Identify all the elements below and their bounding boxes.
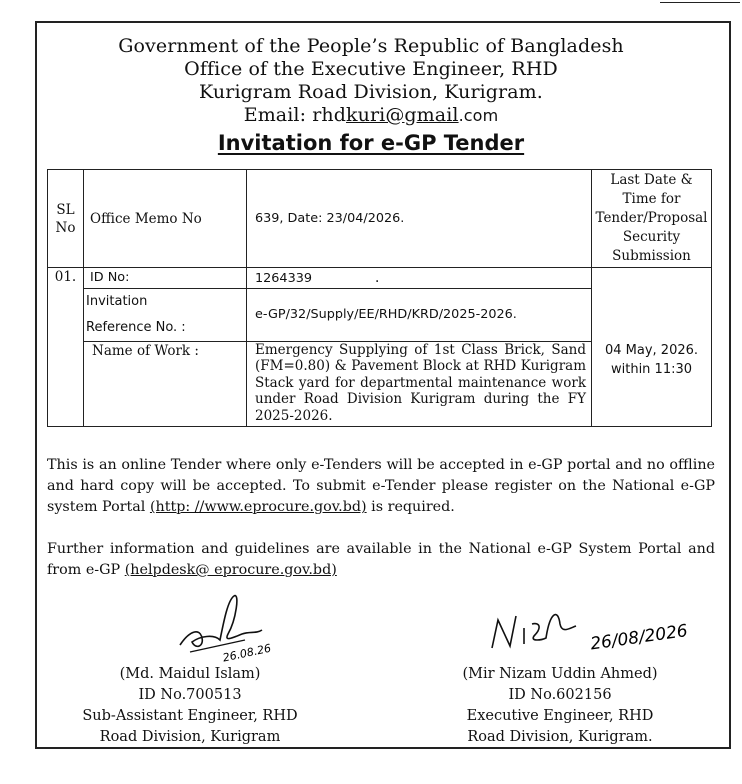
right-signature-date: 26/08/2026	[589, 621, 689, 655]
header-email	[0, 104, 742, 127]
reference-label: Reference No. :	[86, 320, 186, 335]
left-signatory-designation: Sub-Assistant Engineer, RHD	[82, 708, 298, 724]
header-sl: SL No	[48, 170, 84, 268]
header-line-3: Kurigram Road Division, Kurigram.	[199, 81, 543, 103]
invitation-label: Invitation	[86, 294, 148, 309]
paragraph-2-text: Further information and guidelines are available in the National e-GP System Portal and from e-GP	[47, 541, 715, 578]
right-signatory-name: (Mir Nizam Uddin Ahmed)	[462, 666, 658, 682]
paragraph-further-info	[47, 539, 715, 581]
work-value: Emergency Supplying of 1st Class Brick, Sand (FM=0.80) & Pavement Block at RHD Kurigram Stack yard for departmental maintenance work under Road Division Kurigram during the FY 2025-2026.	[255, 342, 586, 424]
email-underlined: kuri@gmail	[346, 104, 459, 126]
deadline-date: 04 May, 2026.	[604, 343, 699, 358]
table-header-row	[48, 170, 712, 268]
paragraph-1-suffix: is required.	[366, 499, 455, 515]
deadline-spacer	[592, 268, 711, 341]
row-labels	[84, 268, 247, 427]
paragraph-1-text: This is an online Tender where only e-Tenders will be accepted in e-GP portal and no offline and hard copy will be accepted. To submit e-Tender please register on the National e-GP system Portal	[47, 457, 715, 515]
left-signatory-office: Road Division, Kurigram	[99, 729, 281, 745]
left-signatory	[60, 664, 320, 748]
letterhead	[0, 35, 742, 127]
email-prefix: Email: rhd	[243, 104, 347, 126]
right-signatory-office: Road Division, Kurigram.	[467, 729, 653, 745]
table-row	[48, 268, 712, 427]
id-value-cell	[247, 268, 591, 289]
right-signatory	[440, 664, 680, 748]
row-deadline	[592, 268, 712, 427]
left-signatory-id: ID No.700513	[138, 687, 242, 703]
eprocure-portal-link[interactable]: (http: //www.eprocure.gov.bd)	[149, 499, 367, 515]
row-values	[247, 268, 592, 427]
email-suffix: .com	[458, 106, 499, 125]
deadline-time: within 11:30	[610, 362, 693, 377]
work-label: Name of Work :	[92, 343, 199, 359]
paragraph-online-tender	[47, 455, 715, 518]
page-title: Invitation for e-GP Tender	[217, 131, 525, 155]
header-line-1: Government of the People’s Republic of Bangladesh	[118, 35, 624, 57]
id-dot: .	[375, 270, 380, 286]
reference-label-block	[84, 289, 246, 342]
header-line-2: Office of the Executive Engineer, RHD	[184, 58, 558, 80]
left-signature-date: 26.08.26	[221, 641, 273, 665]
id-label: ID No:	[84, 268, 246, 289]
tender-table	[47, 169, 712, 427]
reference-value: e-GP/32/Supply/EE/RHD/KRD/2025-2026.	[247, 289, 591, 342]
right-signatory-id: ID No.602156	[508, 687, 612, 703]
memo-value: 639, Date: 23/04/2026.	[247, 170, 592, 268]
left-signature	[170, 590, 280, 670]
right-signatory-designation: Executive Engineer, RHD	[466, 708, 654, 724]
header-memo: Office Memo No	[84, 170, 247, 268]
top-edge-line	[660, 2, 740, 3]
row-sl: 01.	[48, 268, 84, 427]
id-value: 1264339	[255, 271, 312, 286]
helpdesk-link[interactable]: (helpdesk@ eprocure.gov.bd)	[124, 562, 337, 578]
header-last-date: Last Date & Time for Tender/Proposal Security Submission	[592, 170, 712, 268]
left-signatory-name: (Md. Maidul Islam)	[119, 666, 261, 682]
